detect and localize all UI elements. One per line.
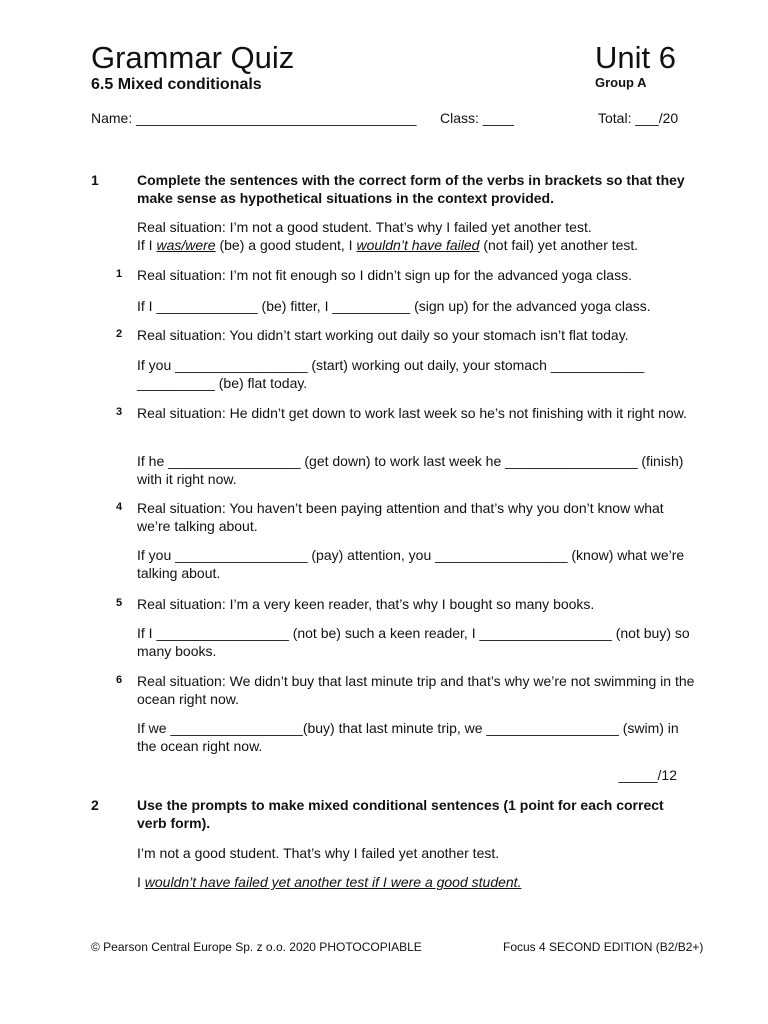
item-real-situation: Real situation: I’m a very keen reader, that’s why I bought so many books. xyxy=(137,596,595,612)
quiz-title: Grammar Quiz xyxy=(91,40,295,75)
item-real-situation: Real situation: You haven’t been paying attention and that’s why you don’t know what we’re talking about. xyxy=(137,500,664,534)
item-number: 4 xyxy=(116,501,123,513)
item-number: 5 xyxy=(116,597,123,609)
item-number: 6 xyxy=(116,674,123,686)
example-answer-fill-1: was/were xyxy=(156,237,216,253)
example-answer: If I was/were (be) a good student, I wouldn’t have failed (not fail) yet another test. xyxy=(137,237,639,253)
quiz-subtitle: 6.5 Mixed conditionals xyxy=(91,76,262,93)
name-field: Name: ____________________________________ xyxy=(91,110,417,126)
example-answer-fill: wouldn’t have failed yet another test if I were a good student. xyxy=(144,874,522,890)
footer-edition: Focus 4 SECOND EDITION (B2/B2+) xyxy=(503,940,704,954)
total-field: Total: ___/20 xyxy=(598,110,679,126)
example-answer-fill-2: wouldn’t have failed xyxy=(356,237,480,253)
item-answer-line: If we _________________(buy) that last minute trip, we _________________ (swim) in the ocean right now. xyxy=(137,720,679,754)
item-answer-line: If I _____________ (be) fitter, I __________ (sign up) for the advanced yoga class. xyxy=(137,298,651,314)
item-real-situation: Real situation: He didn’t get down to work last week so he’s not finishing with it right now. xyxy=(137,405,687,421)
item-answer-line: If you _________________ (start) working out daily, your stomach ____________ __________ (be) flat today. xyxy=(137,357,645,391)
item-number: 2 xyxy=(116,328,123,340)
task-number: 2 xyxy=(91,797,99,813)
task-instruction: Complete the sentences with the correct form of the verbs in brackets so that they make sense as hypothetical situations in the context provided. xyxy=(137,172,685,206)
task-instruction: Use the prompts to make mixed conditional sentences (1 point for each correct verb form). xyxy=(137,797,664,831)
item-answer-line: If he _________________ (get down) to work last week he _________________ (finish) with it right now. xyxy=(137,453,684,487)
item-real-situation: Real situation: We didn’t buy that last minute trip and that’s why we’re not swimming in the ocean right now. xyxy=(137,673,695,707)
footer-copyright: © Pearson Central Europe Sp. z o.o. 2020 PHOTOCOPIABLE xyxy=(91,940,422,954)
group-label: Group A xyxy=(595,75,647,90)
item-answer-line: If you _________________ (pay) attention, you _________________ (know) what we’re talking about. xyxy=(137,547,685,581)
example-answer: I wouldn’t have failed yet another test if I were a good student. xyxy=(137,874,522,890)
example-prompt: I’m not a good student. That’s why I failed yet another test. xyxy=(137,845,500,861)
item-number: 1 xyxy=(116,268,123,280)
item-real-situation: Real situation: I’m not fit enough so I didn’t sign up for the advanced yoga class. xyxy=(137,267,632,283)
class-field: Class: ____ xyxy=(440,110,514,126)
item-real-situation: Real situation: You didn’t start working out daily so your stomach isn’t flat today. xyxy=(137,327,629,343)
unit-label: Unit 6 xyxy=(595,40,676,75)
task-score: _____/12 xyxy=(618,767,677,783)
item-number: 3 xyxy=(116,406,123,418)
example-real-situation: Real situation: I’m not a good student. That’s why I failed yet another test. xyxy=(137,219,592,235)
item-answer-line: If I _________________ (not be) such a keen reader, I _________________ (not buy) so many books. xyxy=(137,625,690,659)
task-number: 1 xyxy=(91,172,99,188)
